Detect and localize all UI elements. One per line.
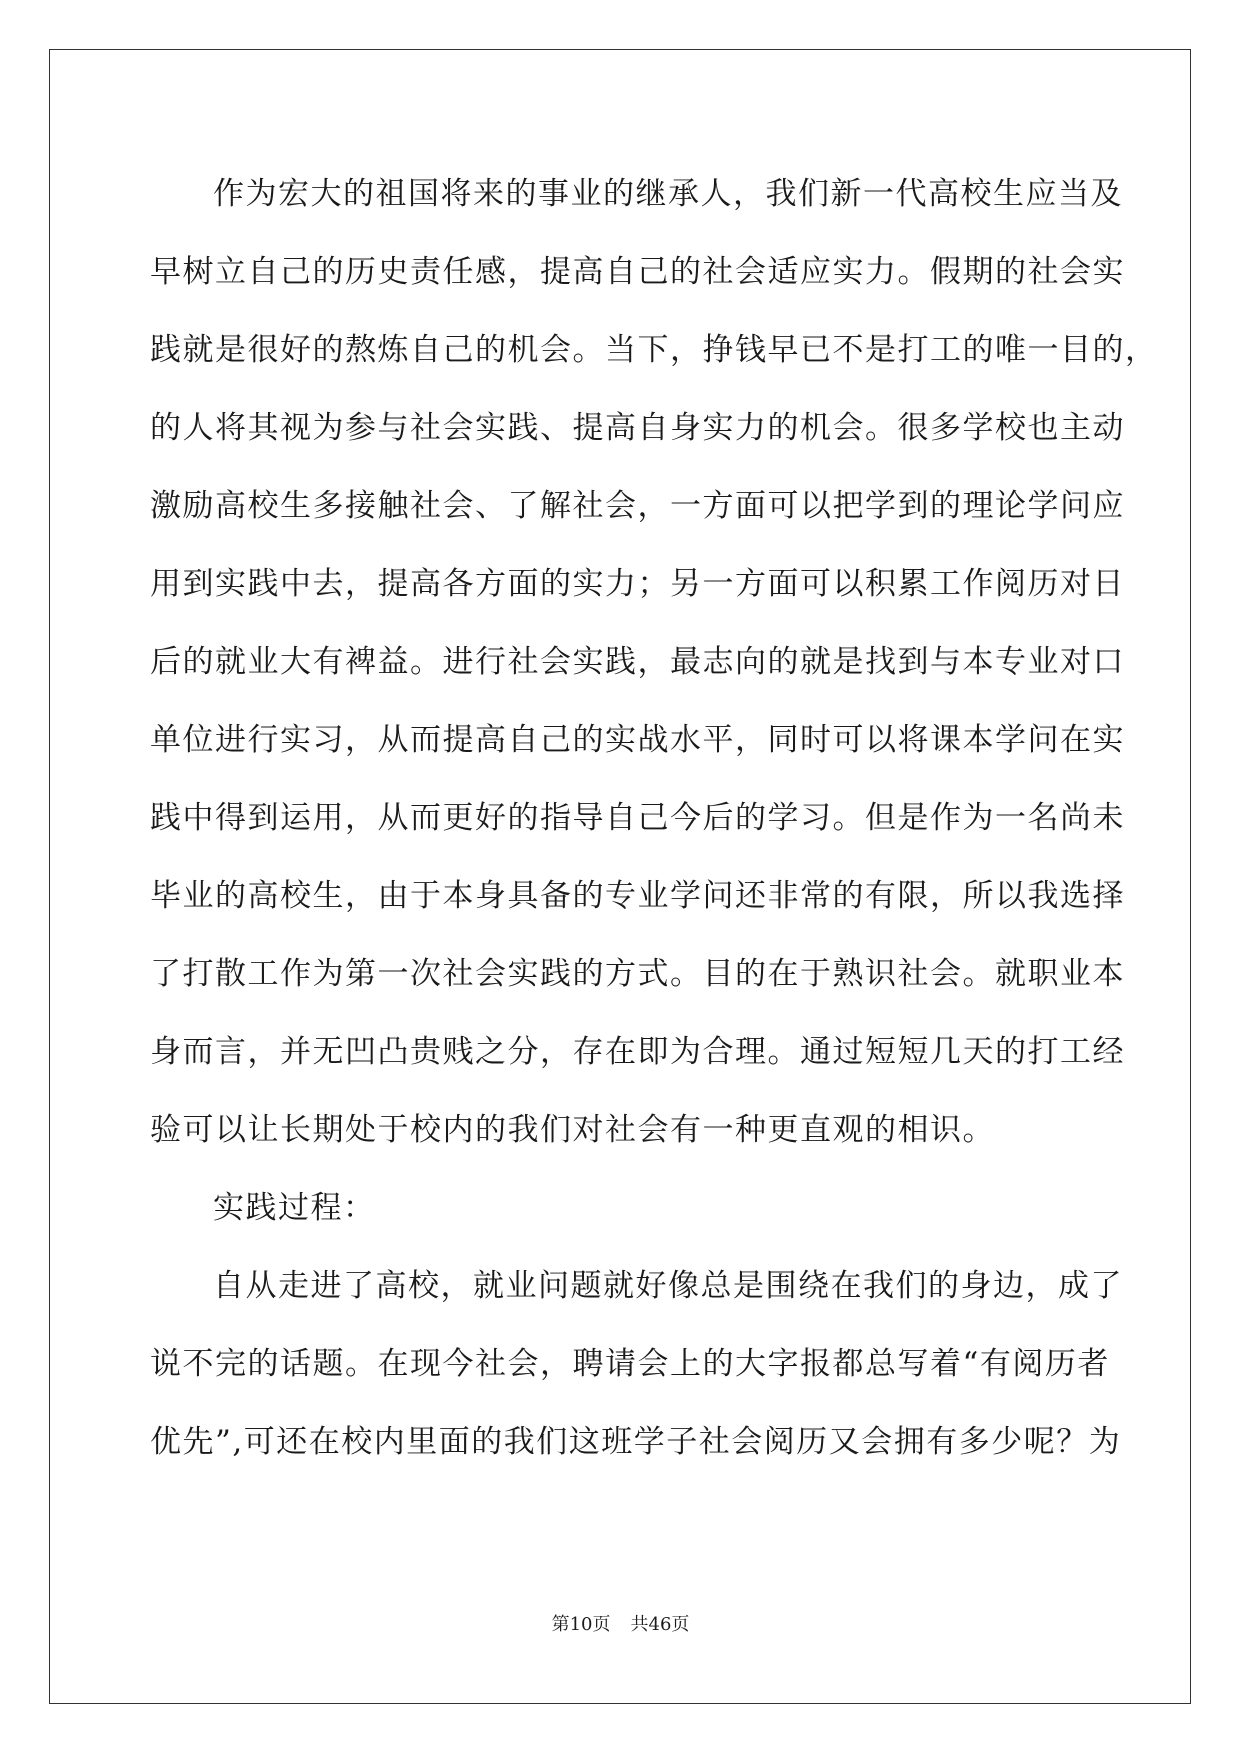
text-line: 作为宏大的祖国将来的事业的继承人，我们新一代高校生应当及	[213, 176, 1123, 212]
section-heading: 实践过程：	[213, 1190, 376, 1226]
text-line: 了打散工作为第一次社会实践的方式。目的在于熟识社会。就职业本	[150, 956, 1125, 992]
document-body	[150, 155, 1158, 1481]
text-line: 验可以让长期处于校内的我们对社会有一种更直观的相识。	[150, 1112, 995, 1148]
text-line: 早树立自己的历史责任感，提高自己的社会适应实力。假期的社会实	[150, 254, 1125, 290]
text-line: 践就是很好的熬炼自己的机会。当下，挣钱早已不是打工的唯一目的，	[150, 332, 1158, 368]
text-line: 单位进行实习，从而提高自己的实战水平，同时可以将课本学问在实	[150, 722, 1125, 758]
text-line: 用到实践中去，提高各方面的实力；另一方面可以积累工作阅历对日	[150, 566, 1125, 602]
text-line: 践中得到运用，从而更好的指导自己今后的学习。但是作为一名尚未	[150, 800, 1125, 836]
text-line: 的人将其视为参与社会实践、提高自身实力的机会。很多学校也主动	[150, 410, 1125, 446]
text-line: 激励高校生多接触社会、了解社会，一方面可以把学到的理论学问应	[150, 488, 1125, 524]
page-footer	[0, 1610, 1241, 1636]
page-number-current: 第10页	[551, 1614, 611, 1635]
text-line: 身而言，并无凹凸贵贱之分，存在即为合理。通过短短几天的打工经	[150, 1034, 1125, 1070]
text-line: 说不完的话题。在现今社会，聘请会上的大字报都总写着“有阅历者	[150, 1346, 1110, 1382]
text-line: 自从走进了高校，就业问题就好像总是围绕在我们的身边，成了	[213, 1268, 1123, 1304]
text-line: 优先”,可还在校内里面的我们这班学子社会阅历又会拥有多少呢？为	[150, 1424, 1122, 1460]
text-line: 毕业的高校生，由于本身具备的专业学问还非常的有限，所以我选择	[150, 878, 1125, 914]
text-line: 后的就业大有裨益。进行社会实践，最志向的就是找到与本专业对口	[150, 644, 1125, 680]
page-number-total: 共46页	[630, 1614, 690, 1635]
